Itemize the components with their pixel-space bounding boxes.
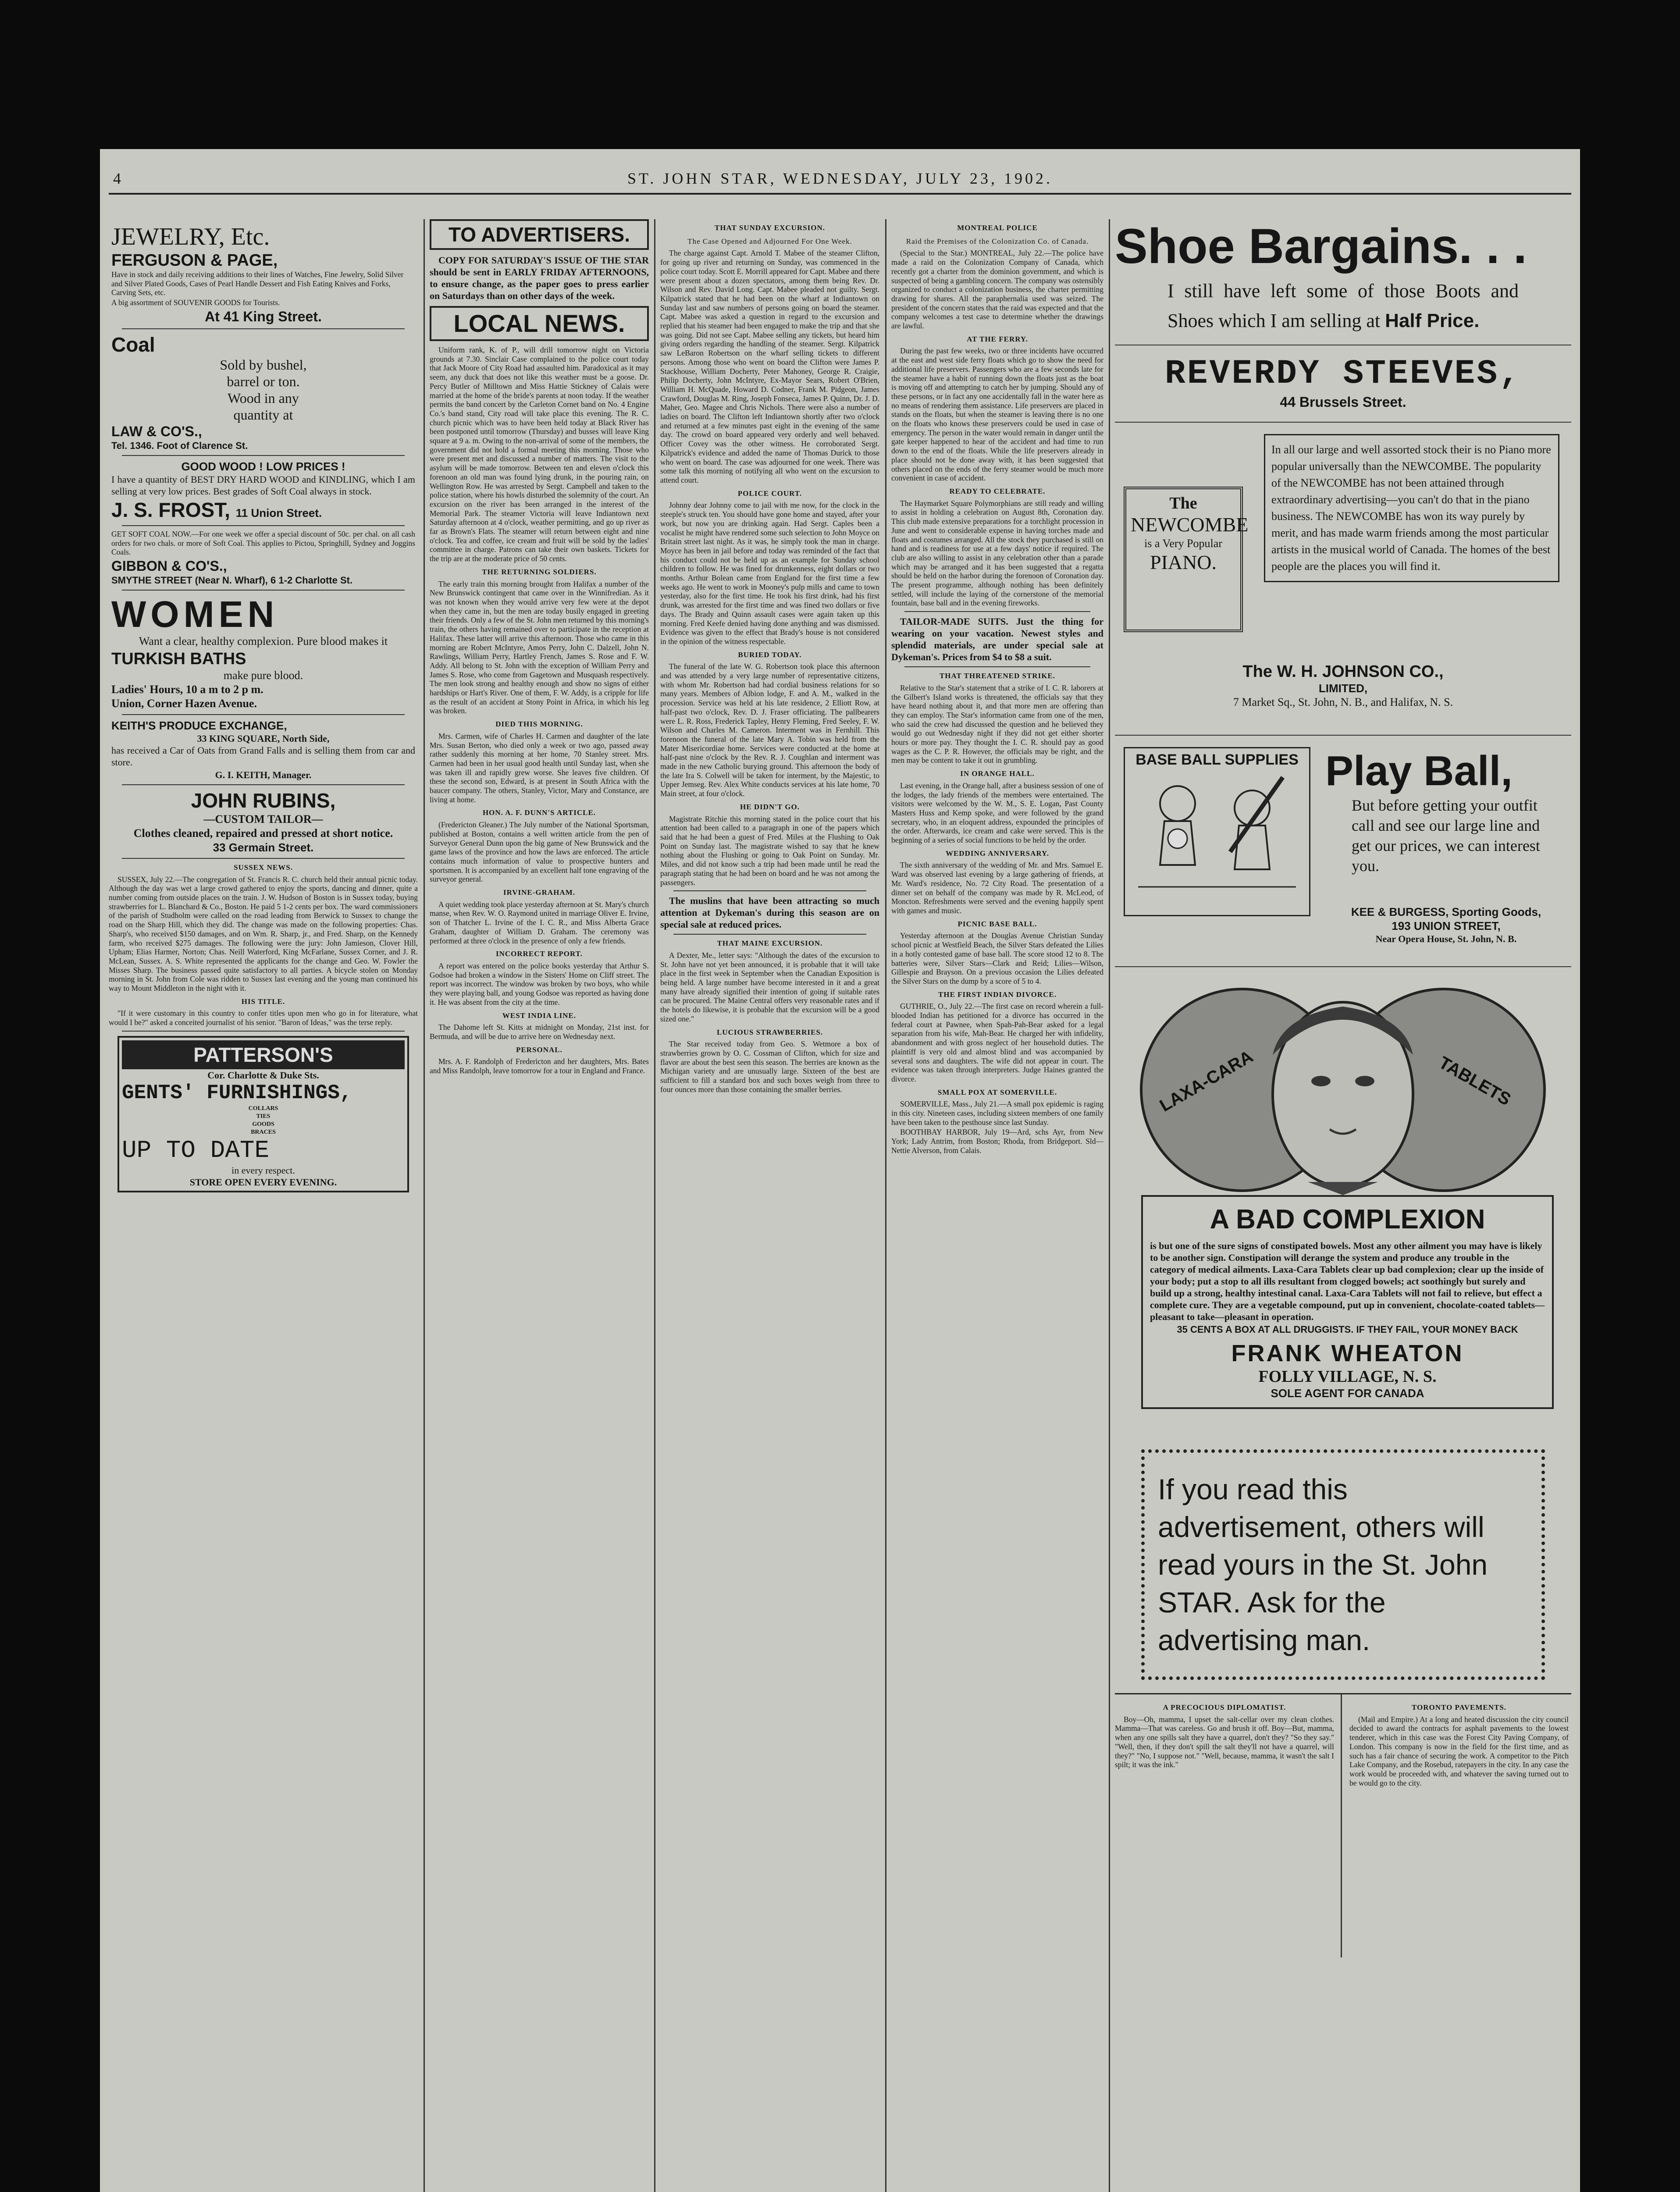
complexion-box bbox=[1141, 1195, 1554, 1409]
soldiers-text: The early train this morning brought from Halifax a number of the New Brunswick contingent that came over in the Winnifredian. As it was not known when they would arrive very few were at the depot when they came in, but the men are today busily engaged in greeting their friends. Only a few of the St. John men returned by this morning's train, the others having remained over to participate in the reception at Halifax. These latter will arrive this afternoon. Those who came in this morning are Robert McIntyre, Amos Perry, John C. Dalzell, John N. Rawlings, William Perry, Hartley French, James S. Rose and F. W. Addy. All belong to St. John with the exception of William Perry and James S. Rose, who come from Gagetown and Musquash respectively. The men look strong and healthy enough and show no signs of either hardships or Hart's River. One of them, F. W. Addy, is a cripple for life as the result of an accident at Stony Point in Africa, in which his leg was broken. bbox=[430, 579, 649, 715]
kee-block bbox=[1325, 905, 1567, 945]
irvine-text: A quiet wedding took place yesterday afternoon at St. Mary's church manse, when Rev. W. O. Raymond united in marriage Oliver E. Irvine, son of Thatcher L. Irvine of the I. C. R., and Miss Alberta Grace Graham, daughter of William D. Graham. The ceremony was performed at three o'clock in the presence of only a few friends. bbox=[430, 900, 649, 945]
women-title: WOMEN bbox=[111, 593, 279, 635]
divorce-text: GUTHRIE, O., July 22.—The first case on record wherein a full-blooded Indian has petitioned for a divorce has occurred in the federal court at Pawnee, when Spah-Pah-Bear asked for a legal separation from his wife, Mah-Bear. He charged her with infidelity, abandonment and with gross neglect of her household duties. The plaintiff is very old and almost blind and was accompanied by several sons and daughters. The wife did not appear in court. The evidence was taken through interpreters. Judge Haines granted the divorce. bbox=[891, 1002, 1103, 1083]
rubins-title: JOHN RUBINS, bbox=[191, 789, 336, 812]
patterson-ad bbox=[117, 1036, 409, 1192]
masthead bbox=[109, 167, 1571, 195]
toronto-article bbox=[1349, 1699, 1569, 1788]
patterson-item: COLLARS bbox=[248, 1105, 278, 1112]
incorrect-head: INCORRECT REPORT. bbox=[495, 950, 583, 958]
piano-the: The bbox=[1169, 494, 1197, 512]
goodwood-ad bbox=[109, 459, 418, 522]
wedding-text: The sixth anniversary of the wedding of Mr. and Mrs. Samuel E. Ward was observed last evening by a large gathering of friends, at Mr. Ward's residence, No. 72 City Road. The presentation of a dinner set on behalf of the company was made by R. McLeod, of Moncton. Refreshments were served and the evening happily spent with games and music. bbox=[891, 861, 1103, 915]
orange-head: IN ORANGE HALL. bbox=[960, 769, 1035, 778]
piano-name: NEWCOMBE bbox=[1131, 513, 1249, 536]
gibbon-name: GIBBON & CO'S., bbox=[111, 558, 227, 574]
rubins-sub: —CUSTOM TAILOR— bbox=[203, 812, 323, 826]
women-ad bbox=[109, 594, 418, 711]
johnson-block bbox=[1115, 662, 1571, 709]
kee-addr: Near Opera House, St. John, N. B. bbox=[1375, 933, 1517, 944]
coal-line: Wood in any bbox=[228, 390, 299, 406]
johnson-ltd: LIMITED, bbox=[1318, 682, 1368, 695]
montreal-sub: Raid the Premises of the Colonization Co. of Canada. bbox=[906, 237, 1089, 246]
picnic-text: Yesterday afternoon at the Douglas Avenue Christian Sunday school picnic at Westfield Beach, the Silver Stars defeated the Lilies in a hotly contested game of base ball. The score stood 12 to 8. The batteries were, Silver Stars—Clark and Reid; Lilies—Wilson, Gillespie and Brayson. On a previous occasion the Lilies defeated the Silver Stars on the dump by a score of 5 to 4. bbox=[891, 931, 1103, 986]
dunn-head: HON. A. F. DUNN'S ARTICLE. bbox=[482, 808, 596, 817]
playball-title: Play Ball, bbox=[1325, 747, 1513, 794]
local-news-banner bbox=[430, 306, 649, 341]
laxa-cara-ad bbox=[1115, 976, 1571, 1432]
piano-label-box bbox=[1124, 487, 1249, 632]
column-1 bbox=[109, 219, 418, 2192]
divorce-head: THE FIRST INDIAN DIVORCE. bbox=[938, 990, 1057, 999]
sussex-text: SUSSEX, July 22.—The congregation of St. Francis R. C. church held their annual picnic today. Although the day was wet a large crowd gathered to enjoy the sports, dancing and dinner, quite a number coming from outside places on the train. J. W. Hudson of Boston is in Sussex today, buying strawberries for L. Blanchard & Co., Boston. He paid 5 1-2 cents per box. The ward commissioners of the parish of Studholm were called on the road leading from Berwick to Sussex to change the road on the Sharp Hill, which they did. The change was made on the following properties: Chas. Sharp's, who received $150 damages, and on Wm. R. Sharp, jr., and Fred. Sharp, on the Kennedy farm, who received $275 damages. The following were the jury: John Jamieson, Clover Hill, Upham; Elias Harmer, Norton; Chas. Neill Waterford, King McFarlane, Sussex Corner, and J. R. McLean, Sussex. A. S. White represented the applicants for the change and Geo. W. Fowler the Misses Sharp. The business passed quite satisfactory to all parties. A bicycle stolen on Monday morning in St. John from Cole was ridden to Sussex last evening and the young man continued his way to Mount Middleton in the night with it. bbox=[109, 875, 418, 993]
wedding-head: WEDDING ANNIVERSARY. bbox=[945, 849, 1050, 858]
patterson-name: PATTERSON'S bbox=[122, 1040, 405, 1069]
westindia-text: The Dahome left St. Kitts at midnight on Monday, 21st inst. for Bermuda, and will be due to arrive here on Wednesday next. bbox=[430, 1023, 649, 1041]
police-head: POLICE COURT. bbox=[737, 489, 802, 498]
gibbon-addr: SMYTHE STREET (Near N. Wharf), 6 1-2 Charlotte St. bbox=[111, 574, 353, 586]
women-text: Want a clear, healthy complexion. Pure blood makes it bbox=[139, 634, 388, 648]
complexion-text: is but one of the sure signs of constipated bowels. Most any other ailment you may have is likely to be another sign. Constipation will derange the system and produce any trouble in the category of medical ailments. Laxa-Cara Tablets clear up bad complexion; clear up the inside of your body; put a stop to all ills resultant from clogged bowels; act soothingly but surely and build up a strong, healthy intestinal canal. Laxa-Cara Tablets will not fail to relieve, but effect a complete cure. They are a vegetable compound, put up in convenient, chocolate-coated tablets—pleasant to take—pleasant in operation. bbox=[1150, 1240, 1545, 1322]
rubins-text: Clothes cleaned, repaired and pressed at short notice. bbox=[133, 826, 393, 840]
piano-is: is a Very Popular bbox=[1144, 537, 1222, 550]
column-5 bbox=[1115, 219, 1571, 2192]
toronto-head: TORONTO PAVEMENTS. bbox=[1411, 1703, 1507, 1712]
strike-head: THAT THREATENED STRIKE. bbox=[939, 672, 1056, 680]
diplomatist-article bbox=[1115, 1699, 1334, 1770]
montreal-head: MONTREAL POLICE bbox=[957, 224, 1038, 232]
piano-word: PIANO. bbox=[1150, 551, 1217, 573]
patterson-item: GOODS bbox=[252, 1121, 274, 1128]
soldiers-head: THE RETURNING SOLDIERS. bbox=[482, 567, 597, 576]
playball-ad bbox=[1115, 747, 1571, 957]
dunn-text: (Fredericton Gleaner.) The July number of the National Sportsman, published at Boston, contains a well written article from the pen of Surveyor General Dunn upon the big game of New Brunswick and the game laws of the province and how the laws are enforced. The article contains much information of value to prospective hunters and sportsmen. It is accompanied by an excellent half tone engraving of the surveyor general. bbox=[430, 820, 649, 884]
column-rule bbox=[885, 219, 886, 2192]
keith-ad bbox=[109, 719, 418, 781]
steeves-name: REVERDY STEEVES, bbox=[1165, 355, 1521, 393]
jewelry-firm: FERGUSON & PAGE, bbox=[111, 251, 278, 270]
keith-title: KEITH'S PRODUCE EXCHANGE, bbox=[111, 719, 287, 732]
diplomatist-head: A PRECOCIOUS DIPLOMATIST. bbox=[1163, 1703, 1286, 1712]
advertisers-title: TO ADVERTISERS. bbox=[448, 223, 630, 246]
softcoal-ad bbox=[109, 530, 418, 586]
page-number: 4 bbox=[113, 170, 124, 187]
patterson-item: TIES bbox=[256, 1113, 271, 1120]
coal-line: quantity at bbox=[233, 406, 293, 423]
keith-sig: G. I. KEITH, Manager. bbox=[215, 769, 312, 780]
piano-text: In all our large and well assorted stock their is no Piano more popular universally than the NEWCOMBE. The popularity of the NEWCOMBE has not been attained through extraordinary advertising—you can't do that in the piano business. The NEWCOMBE has won its way purely by merit, and has made warm friends among the most particular artists in the musical world of Canada. The homes of the best people are the places you will find it. bbox=[1264, 434, 1559, 582]
jewelry-text: Have in stock and daily receiving additions to their lines of Watches, Fine Jewelry, Solid Silver and Silver Plated Goods, Cases of Pearl Handle Dessert and Fish Eating Knives and Forks, Carving Sets, etc. bbox=[111, 270, 404, 297]
didnt-text: Magistrate Ritchie this morning stated in the police court that his attention had been called to a paragraph in one of the papers which said that he had been a guest of Fred. Miles at the Flushing to Oak Point on Sunday last. The magistrate wished to say that he knew nothing about the Flushing or going to Oak Point on Sunday. Mr. Miles, and did not know such a trip had been made until he read the paragraph stating that he had been on board and he was not among the passengers. bbox=[660, 814, 879, 887]
read-this-text: If you read this advertisement, others will read yours in the St. John STAR. Ask for the advertising man. bbox=[1158, 1473, 1488, 1656]
read-this-ad bbox=[1141, 1449, 1545, 1680]
complexion-price: 35 CENTS A BOX AT ALL DRUGGISTS. IF THEY FAIL, YOUR MONEY BACK bbox=[1177, 1324, 1518, 1335]
goodwood-text: I have a quantity of BEST DRY HARD WOOD and KINDLING, which I am selling at very low prices. Best grades of Soft Coal always in stock. bbox=[111, 473, 415, 497]
jewelry-souvenir: A big assortment of SOUVENIR GOODS for Tourists. bbox=[111, 298, 280, 307]
softcoal-text: GET SOFT COAL NOW.—For one week we offer a special discount of 50c. per chal. on all cash orders for two chals. or more of Soft Coal. This applies to Pictou, Springhill, Sydney and Joggins Coals. bbox=[111, 529, 415, 557]
police-text: Johnny dear Johnny come to jail with me now, for the clock in the steeple's struck ten. You should have gone home and stayed, after your work, but now you are drinking again. Had Sergt. Caples been a vocalist he might have rendered some such selection to John Moyce on Britain street last night. As it was, he simply took the man in charge. Moyce has been in jail before and today was reminded of the fact that his conduct could not be held up as an example for Sunday school children to follow. He was fined for drunkenness, eight dollars or two months. Arthur Bolean came from England for the first time a few weeks ago. He went to work in Mooney's pulp mills and came to town yesterday, also for the first time. He took his first drink, had his first drunk, was arrested for the first time and was fined two dollars or five days. The Brady and Quinn assault cases were again taken up this morning. Fred Keefe denied having done anything and was dismissed. Evidence was given to the effect that Brady's house is not considered in the opinion of the witness respectable. bbox=[660, 501, 879, 646]
baseball-illustration bbox=[1124, 747, 1310, 916]
bottom-articles bbox=[1115, 1693, 1571, 1957]
ferry-head: AT THE FERRY. bbox=[967, 334, 1028, 343]
strike-text: Relative to the Star's statement that a strike of I. C. R. laborers at the Gilbert's Island works is threatened, the officials say that they have heard nothing about it, and that more men are offering than they can employ. The Star's information came from one of the men, who said the crew had discussed the question and he believed they would go out Wednesday night if they did not get either shorter hours or more pay. They thought the I. C. R. should pay as good wages as the C. P. R. However, the officials may be right, and the men may be content to take it out in grumbling. bbox=[891, 683, 1103, 765]
straw-head: LUCIOUS STRAWBERRIES. bbox=[716, 1028, 823, 1036]
coal-line: Sold by bushel, bbox=[220, 356, 307, 373]
column-rule bbox=[1341, 1694, 1342, 1957]
johnson-addr: 7 Market Sq., St. John, N. B., and Halifax, N. S. bbox=[1233, 696, 1453, 708]
local-title: LOCAL NEWS. bbox=[453, 310, 625, 337]
straw-text: The Star received today from Geo. S. Wetmore a box of strawberries grown by O. C. Cossman of Clifton, which for size and flavor are about the best seen this season. The berries are known as the Michigan variety and are unusually large. Sixteen of the best are sufficient to fill a standard box and such boxes weigh from three to four ounces more than those containing the smaller berries. bbox=[660, 1039, 879, 1094]
column-3 bbox=[660, 219, 879, 2192]
newspaper-page bbox=[100, 149, 1580, 2192]
sunday-text: The charge against Capt. Arnold T. Mabee of the steamer Clifton, for going up river and returning on Sunday, was commenced in the police court today. Scott E. Morrill appeared for Capt. Mabee and there were present about a dozen spectators, among them being Rev. Dr. Wilson and Rev. David Long. Capt. Mabee pleaded not guilty. Sergt. Kilpatrick stated that he had been on the wharf at Indiantown on Sunday last and saw numbers of persons going on board the steamer. Capt. Mabee was asked a question in regard to the excursion and replied that his steamer had been engaged to make the trip and that she was going. Did not see Capt. Mabee selling any tickets, but heard him giving orders regarding the handling of the steamer. Sergt. Kilpatrick saw LeBaron Robertson on the wharf selling tickets to different persons. Among those who went on board the Clifton were James P. Stackhouse, William Docherty, Peter Mahoney, George R. Craigie, Philip Docherty, John McIntyre, Ex-Mayor Sears, Robert O'Brien, William H. McQuade, Howard D. Codner, Frank M. Pidgeon, James Crawford, Douglas M. Ring, Joseph Fonseca, James P. Quinn, Dr. J. D. Maher, Geo. Magee and Chris Nichols. There were also a number of ladies on board. The Clifton left Indiantown shortly after two o'clock and returned at a few minutes past eight in the evening of the same day. The crowd on board appeared very orderly and well behaved. Officer Covey was the other witness. He corroborated Sergt. Kilpatrick's evidence and added the name of Thomas Durick to those who went on board. The case was adjourned for one week. There was some talk this morning of notifying all who went on the excursion to attend court. bbox=[660, 249, 879, 484]
didnt-head: HE DIDN'T GO. bbox=[740, 802, 800, 811]
patterson-open: STORE OPEN EVERY EVENING. bbox=[189, 1176, 337, 1188]
piano-ad bbox=[1115, 434, 1571, 723]
playball-text: But before getting your outfit call and see our large line and get our prices, we can interest you. bbox=[1352, 797, 1540, 875]
sussex-head: SUSSEX NEWS. bbox=[234, 863, 293, 872]
shoe-title: Shoe Bargains. . . bbox=[1115, 219, 1527, 274]
rubins-ad bbox=[109, 789, 418, 854]
column-2 bbox=[430, 219, 649, 2192]
advertisers-text: COPY FOR SATURDAY'S ISSUE OF THE STAR should be sent in EARLY FRIDAY AFTERNOONS, to ensure change, as the paper goes to press earlier on Saturdays than on other days of the week. bbox=[430, 255, 649, 301]
title-head: HIS TITLE. bbox=[241, 997, 285, 1006]
picnic-head: PICNIC BASE BALL. bbox=[957, 919, 1037, 928]
died-head: DIED THIS MORNING. bbox=[495, 720, 583, 729]
shoe-ad bbox=[1115, 219, 1571, 410]
westindia-head: WEST INDIA LINE. bbox=[502, 1011, 577, 1020]
coal-firm: LAW & CO'S., bbox=[111, 423, 202, 439]
patterson-items bbox=[122, 1105, 405, 1136]
johnson-name: The W. H. JOHNSON CO., bbox=[1242, 662, 1444, 681]
steeves-addr: 44 Brussels Street. bbox=[1280, 394, 1406, 410]
smallpox-head: SMALL POX AT SOMERVILLE. bbox=[937, 1088, 1057, 1096]
patterson-uptodate: UP TO DATE bbox=[122, 1136, 270, 1164]
wheaton-addr: FOLLY VILLAGE, N. S. bbox=[1258, 1367, 1437, 1386]
turkish-title: TURKISH BATHS bbox=[111, 649, 246, 668]
playball-copy bbox=[1325, 747, 1562, 876]
patterson-item: BRACES bbox=[251, 1128, 276, 1135]
muslins-text: The muslins that have been attracting so much attention at Dykeman's during this season are on special sale at reduced prices. bbox=[660, 895, 879, 930]
jewelry-address: At 41 King Street. bbox=[205, 308, 322, 324]
diplomatist-text: Boy—Oh, mamma, I upset the salt-cellar over my clean clothes. Mamma—That was careless. Go and brush it off. Boy—But, mamma, when any one spills salt they have a quarrel, don't they? "So they say." "Well, then, if they don't spill the salt they'll not have a quarrel, will they?" "No, I suppose not." "Well, because, mamma, it wasn't the salt I spilt; it was the ink." bbox=[1115, 1715, 1334, 1769]
buried-text: The funeral of the late W. G. Robertson took place this afternoon and was attended by a very large number of representative citizens, with whom Mr. Robertson had had cordial business relations for so many years. Members of Albion lodge, F. and A. M., walked in the procession. Service was held at his late residence, 2 Elliott Row, at half-past two o'clock, Rev. D. J. Fraser officiating. The pallbearers were L. R. Ross, Frederick Tapley, Henry Fleming, Fred Seeley, F. W. Wilson and Charles M. Cameron. Interment was in Fernhill. This forenoon the funeral of the late Mary A. Tobin was held from the Mater Misericordiae home. Services were conducted at the home at half-past nine o'clock by the Rev. R. J. Coughlan and interment was made in the new Catholic burying ground. This afternoon the body of the late Ira S. Colwell will be taken for interment, by the Majestic, to Upper Jemseg. Rev. Alex White conducts services at his late home, 70 Main street, at four o'clock. bbox=[660, 662, 879, 798]
jewelry-ad bbox=[109, 223, 418, 325]
personal-head: PERSONAL. bbox=[516, 1045, 562, 1054]
boothbay-text: BOOTHBAY HARBOR, July 19—Ard, schs Ayr, from New York; Lady Antrim, from Boston; Rhoda, from Bridgeport. Sld—Nettie Alverson, from Calais. bbox=[891, 1128, 1103, 1155]
frost-name: J. S. FROST, 11 Union Street. bbox=[111, 498, 322, 521]
buried-head: BURIED TODAY. bbox=[738, 650, 802, 659]
baseball-players-illustration bbox=[1129, 769, 1305, 896]
column-rule bbox=[654, 219, 655, 2192]
kee-street: 193 UNION STREET, bbox=[1392, 919, 1501, 932]
patterson-every: in every respect. bbox=[231, 1164, 295, 1176]
died-text: Mrs. Carmen, wife of Charles H. Carmen and daughter of the late Mrs. Susan Berton, who died only a week or two ago, passed away rather suddenly this morning at her home, 70 Stanley street. Mrs. Carmen had been in her usual good health until Sunday last, when she was taken ill and rapidly grew worse. She leaves five children. Of these the second son, Edward, is at present in South Africa with the baucer company. The others, Stanley, Victor, Mary and Constance, are living at home. bbox=[430, 731, 649, 804]
baseball-label: BASE BALL SUPPLIES bbox=[1135, 751, 1299, 768]
celebrate-text: The Haymarket Square Polymorphians are still ready and willing to assist in holding a celebration on August 8th, Coronation day. This club made extensive preparations for a torchlight procession in June and went to considerable expense in having torches made and floats and costumes arranged. All the stock they purchased is still on hand and is readiness for use at a few days' notice if required. The club are also willing to assist in any celebration other than a parade which may be arranged and it has been suggested that a regatta should be held on the harbor during the forenoon of Coronation day. The present programme, although nothing has been definitely settled, will include the laying of the cornerstone of the memorial fountain, base ball and in the evening fireworks. bbox=[891, 498, 1103, 608]
incorrect-text: A report was entered on the police books yesterday that Arthur S. Godsoe had broken a window in the Sisters' Home on Cliff street. The report was incorrect. The window was broken by two boys, who while they were playing ball, and young Godsoe was reported as having done it. He was absent from the city at the time. bbox=[430, 961, 649, 1007]
montreal-text: (Special to the Star.) MONTREAL, July 22.—The police have made a raid on the Colonization Company of Canada, which recently got a charter from the dominion government, and which is suspected of being a gambling concern. The company was ostensibly organized to conduct a colonization business, the charter permitting drawing for shares. All the paraphernalia used was seized. The president of the concern states that the raid was expected and that the company welcomes a test case to determine whether the drawings are lawful. bbox=[891, 249, 1103, 331]
maine-head: THAT MAINE EXCURSION. bbox=[717, 939, 823, 948]
advertisers-notice bbox=[430, 219, 649, 250]
laxa-left-label: LAXA-CARA bbox=[1156, 1046, 1256, 1116]
irvine-head: IRVINE-GRAHAM. bbox=[503, 888, 576, 897]
complexion-title: A BAD COMPLEXION bbox=[1210, 1204, 1485, 1235]
goodwood-title: GOOD WOOD ! LOW PRICES ! bbox=[181, 459, 345, 473]
keith-text: has received a Car of Oats from Grand Falls and is selling them from car and store. bbox=[111, 744, 415, 768]
turkish-addr: Union, Corner Hazen Avenue. bbox=[111, 697, 257, 710]
orange-text: Last evening, in the Orange hall, after a business session of one of the lodges, the lady friends of the members were entertained. The visitors were welcomed by the W. M., S. E. Logan, Past County Masters Huss and Kemp spoke, and were followed by the grand secretary, who, in an eloquent address, expounded the principles of the order. Afterwards, ice cream and cake were served. This is the beginning of a series of social functions to be held by the order. bbox=[891, 781, 1103, 845]
celebrate-head: READY TO CELEBRATE. bbox=[949, 487, 1046, 495]
personal-text: Mrs. A. F. Randolph of Fredericton and her daughters, Mrs. Bates and Miss Randolph, leave tomorrow for a tour in England and France. bbox=[430, 1057, 649, 1075]
shoe-text: I still have left some of those Boots and Shoes which I am selling at Half Price. bbox=[1167, 280, 1519, 331]
turkish-text: make pure blood. bbox=[223, 669, 303, 682]
title-text: "If it were customary in this country to confer titles upon men who go in for literature, what would I be?" asked a conceited journalist of his senior. "Baron of Ideas," was the terse reply. bbox=[109, 1009, 418, 1027]
rubins-addr: 33 Germain Street. bbox=[213, 840, 314, 854]
sunday-head: THAT SUNDAY EXCURSION. bbox=[714, 224, 826, 232]
local-text: Uniform rank, K. of P., will drill tomorrow night on Victoria grounds at 7.30. Sinclair Case complained to the police court today that Jack Moore of City Road had assaulted him. Paradoxical as it may seem, any duck that does not like this weather must be a goose. Dr. Percy Butler of Milltown and Miss Hattie Stickney of Calais were married at the home of the bride's parents at noon today. If the weather permits the band concert by the Carleton Cornet band on No. 4 Engine Co.'s band stand, City road will take place this evening. The R. C. church picnic which was to have been held today at Black River has been postponed until tomorrow (Thursday) and busses will leave King square at 9 a. m. Owing to the non-arrival of some of the members, the government did not hold a formal meeting this morning. Those who were present met and discussed a number of matters. The visit to the asylum will be made tomorrow. Between ten and eleven o'clock this forenoon an old man was found lying drunk, in the pouring rain, on Wellington Row. He was arrested by Sergt. Campbell and taken to the police station, where his howls disturbed the solemnity of the court. An excursion on the river has been arranged in the interest of the Memorial Park. The steamer Victoria will leave Indiantown next Saturday afternoon at 4 o'clock, weather permitting, and go up river as far as Brown's Flats. The steamer will return between eight and nine o'clock. Tea and coffee, ice cream and fruit will be sold by the ladies' committee in charge. Patrons can take their own baskets. Tickets for the trip are at the moderate price of 50 cents. bbox=[430, 345, 649, 563]
keith-addr: 33 KING SQUARE, North Side, bbox=[197, 733, 330, 744]
coal-title: Coal bbox=[111, 333, 155, 356]
patterson-gents: GENTS' FURNISHINGS, bbox=[122, 1081, 352, 1104]
column-rule bbox=[1109, 219, 1110, 2192]
smallpox-text: SOMERVILLE, Mass., July 21.—A small pox epidemic is raging in this city. Nineteen cases, including sixteen members of one family have been taken to the pesthouse since last Sunday. bbox=[891, 1100, 1103, 1127]
masthead-title: ST. JOHN STAR, WEDNESDAY, JULY 23, 1902. bbox=[627, 170, 1053, 187]
maine-text: A Dexter, Me., letter says: "Although the dates of the excursion to St. John have not yet been announced, it is probable that it will take place in the first week in September when the Canadian Exposition is being held. A large number have become interested in it and a great many have already signified their intention of going if suitable rates can be procured. The Maine Central offers very reasonable rates and if the hotels do likewise, it is probable that the excursion will be a good sized one." bbox=[660, 950, 879, 1023]
column-rule bbox=[424, 219, 425, 2192]
column-4 bbox=[891, 219, 1103, 2192]
coal-ad bbox=[109, 333, 418, 452]
wheaton-name: FRANK WHEATON bbox=[1231, 1340, 1464, 1366]
coal-tel: Tel. 1346. Foot of Clarence St. bbox=[111, 440, 248, 451]
kee-name: KEE & BURGESS, Sporting Goods, bbox=[1351, 905, 1541, 918]
jewelry-title: JEWELRY, Etc. bbox=[111, 223, 270, 250]
toronto-text: (Mail and Empire.) At a long and heated discussion the city council decided to award the contracts for asphalt pavements to the lowest tenderer, which in this case was the Forest City Paving Company, of London. This company is now in the field for the first time, and as such has a fair chance of securing the work. A competitor to the Pitch Lake Company, and the Rosebud, ratepayers in the city. In any case the work would be proceeded with, and whatever the saving turned out to be would go to the city. bbox=[1349, 1715, 1569, 1787]
sunday-sub: The Case Opened and Adjourned For One Week. bbox=[687, 237, 852, 246]
coal-line: barrel or ton. bbox=[227, 373, 300, 389]
ferry-text: During the past few weeks, two or three incidents have occurred at the east and west side ferry floats which go to show the need for additional life preservers. Passengers who are a few seconds late for the steamer have a habit of running down the floats just as the boat is moving off and attempting to catch her by jumping. Should any of these persons, or in fact any one accidentally fall in the water here as no means of rendering them assistance. Life preservers are placed in stands on the floats, but when the steamer is leaving there is no one on the floats who knows these preservers could be used in case of emergency. The person in the water would remain in danger until the gate keeper happened to hear of the accident and had time to run down to the end of the floats. While the life preservers already in place should not be done away with, it has been suggested that others placed on the ends of the ferry steamer would be much more convenient in case of accident. bbox=[891, 346, 1103, 483]
patterson-addr: Cor. Charlotte & Duke Sts. bbox=[207, 1069, 319, 1081]
tailor-text: TAILOR-MADE SUITS. Just the thing for wearing on your vacation. Newest styles and splendid materials, are under special sale at Dykeman's. Prices from $4 to $8 a suit. bbox=[891, 616, 1103, 663]
laxa-right-label: TABLETS bbox=[1435, 1053, 1514, 1110]
wheaton-agent: SOLE AGENT FOR CANADA bbox=[1271, 1387, 1424, 1400]
turkish-hours: Ladies' Hours, 10 a m to 2 p m. bbox=[111, 683, 263, 696]
